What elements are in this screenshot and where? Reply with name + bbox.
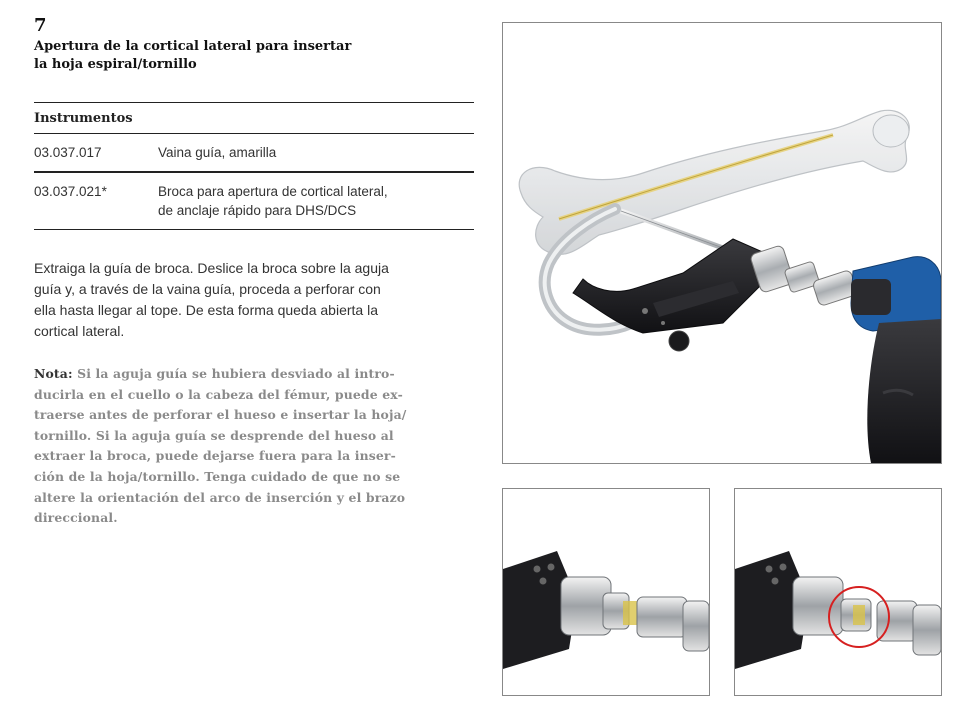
table-row: [34, 134, 474, 173]
note-line: extraer la broca, puede dejarse fuera para la inser-: [34, 448, 396, 464]
closeup-photo-attached: [502, 488, 710, 696]
instrument-description: [158, 172, 474, 230]
step-title-line-2: la hoja espiral/tornillo: [34, 57, 197, 72]
instrument-code: 03.037.021*: [34, 172, 158, 230]
note-line: [34, 364, 474, 385]
note-line: ción de la hoja/tornillo. Tenga cuidado de que no se: [34, 468, 401, 484]
main-photo-femur-drill: [502, 22, 942, 464]
description-line: ella hasta llegar al tope. De esta forma queda abierta la: [34, 302, 378, 318]
note-line: altere la orientación del arco de inserción y el brazo: [34, 489, 406, 505]
instruments-header: Instrumentos: [34, 103, 474, 134]
note-line: ducirla en el cuello o la cabeza del fémur, puede ex-: [34, 386, 403, 402]
instrument-description: Vaina guía, amarilla: [158, 134, 474, 173]
instrument-code: 03.037.017: [34, 134, 158, 173]
power-drill: [851, 257, 941, 463]
note-line: traerse antes de perforar el hueso e insertar la hoja/: [34, 407, 407, 423]
instruments-table: [34, 102, 474, 230]
step-title: [34, 38, 474, 74]
note-label: Nota:: [34, 366, 73, 381]
description-line: cortical lateral.: [34, 323, 125, 339]
note-first-line: Si la aguja guía se hubiera desviado al intro-: [72, 366, 395, 381]
step-number: 7: [34, 15, 47, 36]
note-line: tornillo. Si la aguja guía se desprende del hueso al: [34, 427, 394, 443]
text-column: [34, 16, 474, 529]
note-paragraph: [34, 364, 474, 529]
instrument-description-line: de anclaje rápido para DHS/DCS: [158, 203, 357, 218]
coupling-closeup: [561, 577, 709, 651]
table-row: [34, 172, 474, 230]
closeup-photo-highlighted: [734, 488, 942, 696]
description-line: guía y, a través de la vaina guía, proceda a perforar con: [34, 281, 381, 297]
step-title-line-1: Apertura de la cortical lateral para insertar: [34, 39, 352, 54]
coupling: [750, 245, 858, 307]
note-line: direccional.: [34, 510, 118, 526]
description-paragraph: [34, 258, 474, 342]
instrument-description-line: Broca para apertura de cortical lateral,: [158, 184, 388, 199]
description-line: Extraiga la guía de broca. Deslice la broca sobre la aguja: [34, 260, 389, 276]
